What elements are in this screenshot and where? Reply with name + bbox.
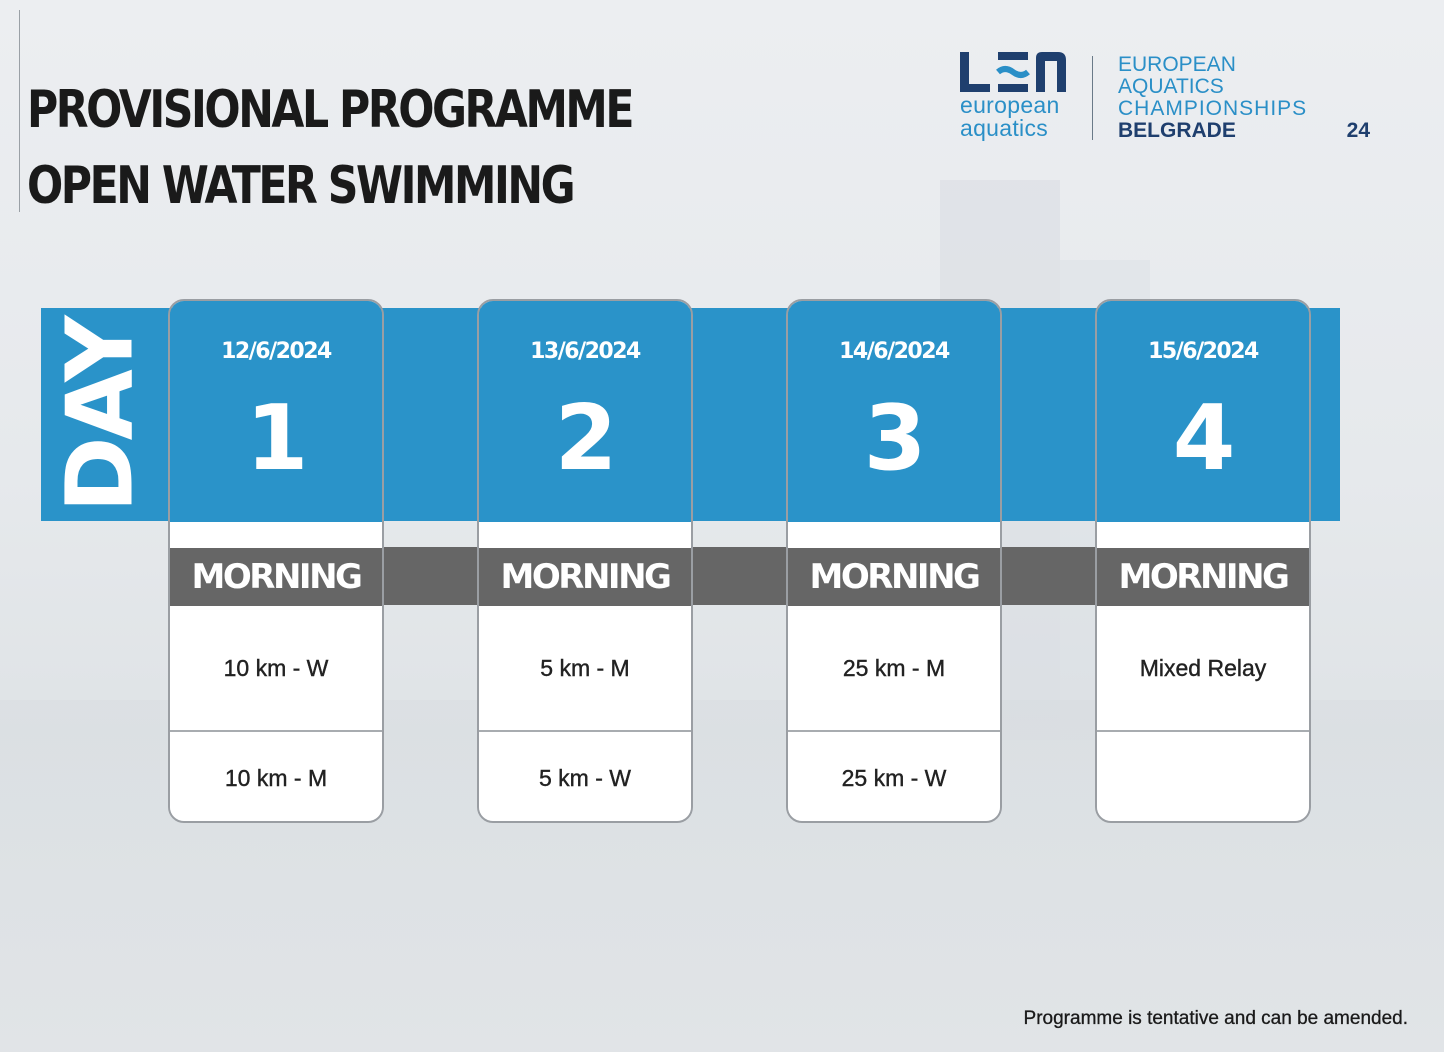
event-cell [479, 730, 691, 823]
day-number: 4 [1172, 386, 1234, 491]
day-date: 15/6/2024 [1148, 339, 1258, 364]
event-cell [1097, 730, 1309, 823]
page-title: PROVISIONAL PROGRAMME [27, 80, 633, 140]
event-name: 10 km - M [224, 765, 328, 791]
day-date: 12/6/2024 [221, 339, 331, 364]
event-cell [170, 606, 382, 730]
header-accent-line [19, 10, 20, 212]
day-header [788, 301, 1000, 522]
day-date: 13/6/2024 [530, 339, 640, 364]
day-header [170, 301, 382, 522]
event-name: 5 km - W [539, 765, 631, 791]
logo-text-european: european [960, 92, 1060, 118]
logo-text-line1: EUROPEAN [1118, 53, 1236, 76]
day-header [479, 301, 691, 522]
day-column-2 [477, 299, 693, 823]
event-cell [479, 606, 691, 730]
event-name: 10 km - W [223, 654, 329, 681]
session-label: MORNING [191, 557, 361, 597]
session-label: MORNING [809, 557, 979, 597]
event-name: 5 km - M [540, 654, 630, 681]
day-number: 3 [863, 386, 925, 491]
day-column-1 [168, 299, 384, 823]
footnote: Programme is tentative and can be amended. [1023, 1008, 1408, 1029]
session-header [1097, 548, 1309, 606]
event-name: 25 km - M [842, 654, 946, 681]
championship-logo [958, 52, 1378, 144]
session-header [479, 548, 691, 606]
day-column-3 [786, 299, 1002, 823]
event-name: 25 km - W [841, 765, 947, 791]
day-header [1097, 301, 1309, 522]
logo-text-line2: AQUATICS [1118, 75, 1224, 98]
event-cell [788, 606, 1000, 730]
day-label-text: DAY [46, 319, 154, 513]
event-name: Mixed Relay [1139, 654, 1267, 681]
logo-text-aquatics: aquatics [960, 115, 1049, 141]
session-label: MORNING [500, 557, 670, 597]
event-cell [170, 730, 382, 823]
session-header [170, 548, 382, 606]
logo-text-line4: BELGRADE 24 [1118, 119, 1370, 142]
day-column-4 [1095, 299, 1311, 823]
session-header [788, 548, 1000, 606]
logo-text-line3: CHAMPIONSHIPS [1118, 97, 1308, 120]
event-cell [788, 730, 1000, 823]
day-number: 1 [245, 386, 307, 491]
day-date: 14/6/2024 [839, 339, 949, 364]
event-cell [1097, 606, 1309, 730]
len-logo-mark [960, 52, 1075, 94]
day-number: 2 [554, 386, 616, 491]
page-subtitle: OPEN WATER SWIMMING [27, 156, 574, 216]
session-label: MORNING [1118, 557, 1288, 597]
logo-divider [1092, 56, 1093, 140]
